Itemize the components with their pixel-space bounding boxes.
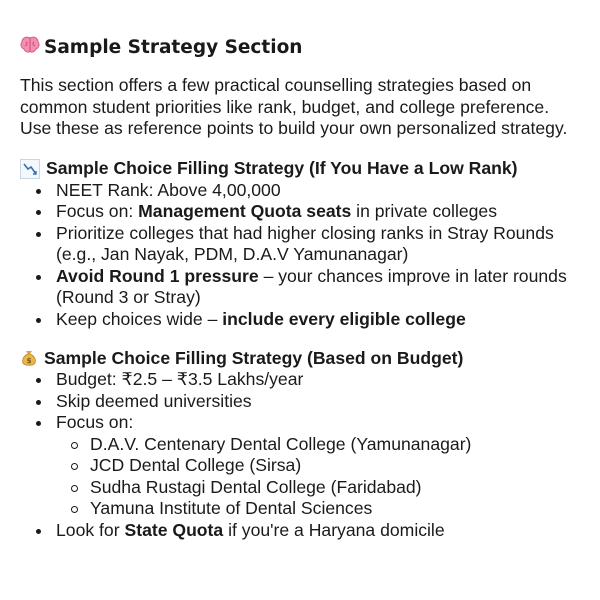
- list-item-text: – your chances improve in later rounds (Round 3 or Stray): [56, 265, 567, 307]
- list-item: [56, 520, 586, 542]
- list-item-text: Focus on:: [56, 201, 139, 221]
- list-item-text: Focus on:: [56, 412, 134, 432]
- college-item: Yamuna Institute of Dental Sciences: [90, 498, 586, 520]
- section-intro: This section offers a few practical counselling strategies based on common student priorities like rank, budget, and college preference. Use these as reference points to build your own personalized strategy.: [20, 75, 568, 138]
- list-item: [56, 266, 586, 309]
- college-item: Sudha Rustagi Dental College (Faridabad): [90, 477, 586, 499]
- low-rank-heading-text: Sample Choice Filling Strategy (If You Have a Low Rank): [46, 158, 518, 178]
- list-item: [56, 201, 586, 223]
- list-item-text: Keep choices wide –: [56, 308, 223, 329]
- list-item-bold: State Quota: [124, 519, 224, 540]
- college-item: D.A.V. Centenary Dental College (Yamunanagar): [90, 434, 586, 456]
- svg-text:$: $: [26, 357, 32, 365]
- budget-heading-text: Sample Choice Filling Strategy (Based on Budget): [44, 347, 464, 368]
- list-item-bold: Management Quota seats: [138, 201, 352, 221]
- chart-decreasing-icon: [20, 159, 40, 179]
- budget-heading: [20, 347, 586, 369]
- list-item-text: Look for: [56, 519, 125, 540]
- low-rank-list: [20, 180, 586, 331]
- list-item-bold: include every eligible college: [222, 308, 466, 329]
- list-item: NEET Rank: Above 4,00,000: [56, 180, 586, 202]
- budget-list: [20, 369, 586, 541]
- list-item: Budget: ₹2.5 – ₹3.5 Lakhs/year: [56, 369, 586, 391]
- low-rank-heading: [20, 158, 586, 180]
- list-item: Skip deemed universities: [56, 391, 586, 413]
- strategy-section: [20, 34, 586, 541]
- college-item: JCD Dental College (Sirsa): [90, 455, 586, 477]
- list-item: [56, 412, 586, 520]
- list-item-text: in private colleges: [351, 201, 498, 221]
- section-title: [20, 34, 586, 60]
- list-item-bold: Avoid Round 1 pressure: [56, 265, 259, 286]
- list-item: [56, 309, 586, 331]
- brain-icon: [20, 36, 42, 59]
- college-list: [56, 434, 586, 520]
- list-item-text: if you're a Haryana domicile: [223, 519, 445, 540]
- money-bag-icon: [20, 349, 38, 367]
- list-item: Prioritize colleges that had higher closing ranks in Stray Rounds (e.g., Jan Nayak, PDM, D.A.V Yamunanagar): [56, 223, 586, 266]
- section-title-text: Sample Strategy Section: [44, 36, 303, 58]
